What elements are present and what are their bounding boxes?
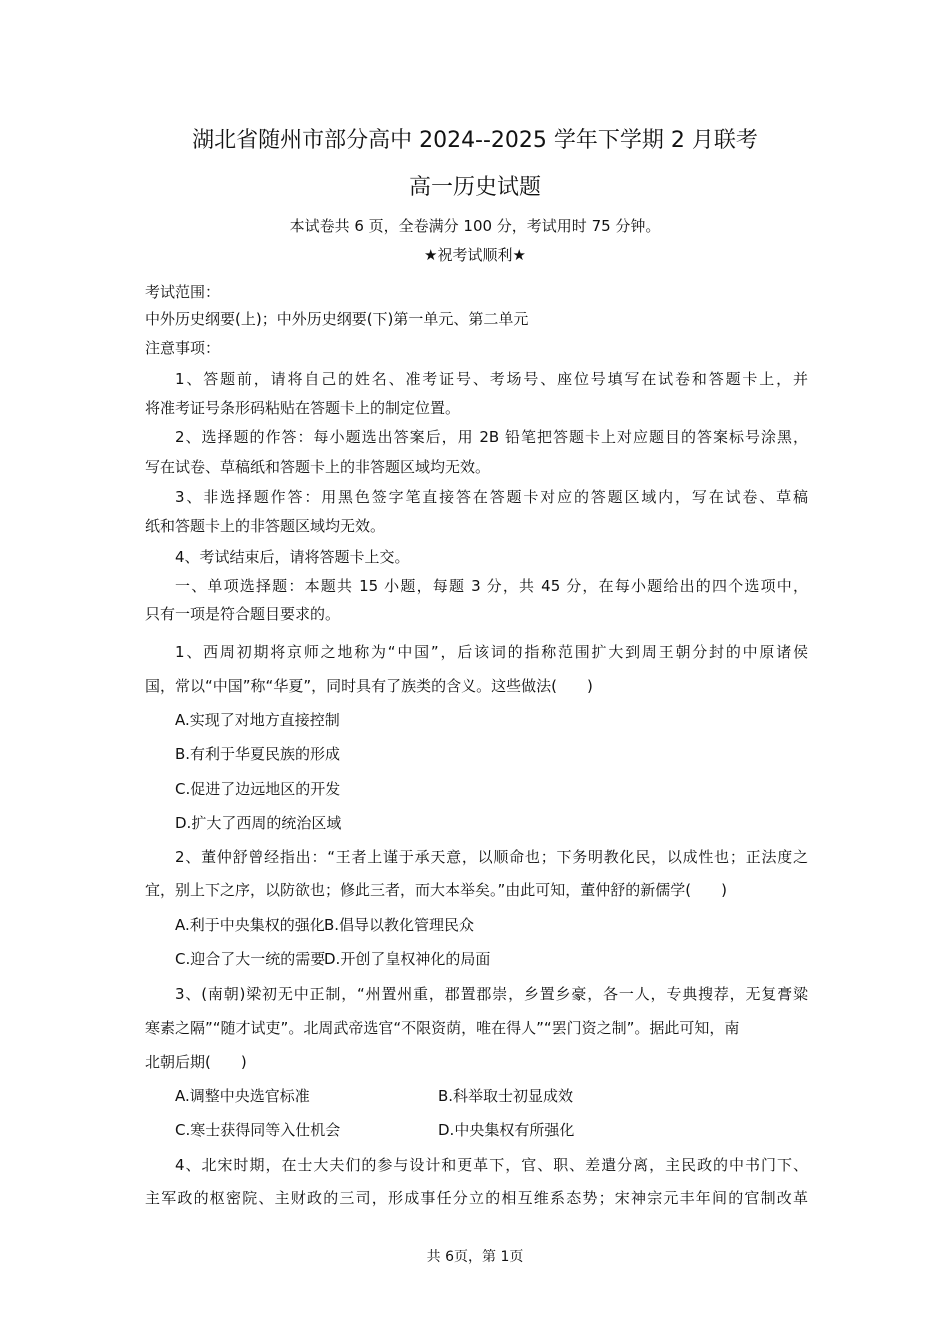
q1-option-a: A.实现了对地方直接控制 — [175, 711, 340, 729]
note-3-line-1: 3、非选择题作答：用黑色签字笔直接答在答题卡对应的答题区域内，写在试卷、草稿 — [175, 488, 808, 506]
note-3-line-2: 纸和答题卡上的非答题区域均无效。 — [145, 517, 386, 535]
page-footer: 共 6页，第 1页 — [426, 1249, 524, 1265]
blessing: ★祝考试顺利★ — [424, 246, 526, 264]
scope-label: 考试范围： — [145, 283, 221, 301]
section-heading-line-2: 只有一项是符合题目要求的。 — [145, 605, 341, 623]
q3-stem-line-3: 北朝后期( ) — [145, 1053, 247, 1071]
q1-stem-line-2: 国，常以“中国”称“华夏”，同时具有了族类的含义。这些做法( ) — [145, 677, 593, 695]
q2-option-a: A.利于中央集权的强化 — [175, 916, 325, 934]
note-1-line-2: 将准考证号条形码粘贴在答题卡上的制定位置。 — [145, 399, 461, 417]
exam-info: 本试卷共 6 页，全卷满分 100 分，考试用时 75 分钟。 — [289, 217, 661, 235]
q3-option-d: D.中央集权有所强化 — [438, 1121, 575, 1139]
q1-option-b: B.有利于华夏民族的形成 — [175, 745, 341, 763]
exam-title: 湖北省随州市部分高中 2024--2025 学年下学期 2 月联考 — [192, 128, 758, 153]
scope-content: 中外历史纲要(上)；中外历史纲要(下)第一单元、第二单元 — [145, 310, 529, 328]
q3-stem-line-1: 3、(南朝)梁初无中正制，“州置州重，郡置郡崇，乡置乡豪，各一人，专典搜荐，无复膏粱 — [175, 985, 808, 1003]
q3-stem-line-2: 寒素之隔”“随才试吏”。北周武帝选官“不限资荫，唯在得人”“罢门资之制”。据此可知，南 — [145, 1019, 740, 1037]
q1-option-d: D.扩大了西周的统治区域 — [175, 814, 342, 832]
q3-option-c: C.寒士获得同等入仕机会 — [175, 1121, 341, 1139]
note-4: 4、考试结束后，请将答题卡上交。 — [175, 548, 410, 566]
note-2-line-1: 2、选择题的作答：每小题选出答案后，用 2B 铅笔把答题卡上对应题目的答案标号涂黑， — [175, 428, 808, 446]
q2-option-c: C.迎合了大一统的需要 — [175, 950, 326, 968]
note-1-line-1: 1、答题前，请将自己的姓名、准考证号、考场号、座位号填写在试卷和答题卡上，并 — [175, 370, 808, 388]
note-2-line-2: 写在试卷、草稿纸和答题卡上的非答题区域均无效。 — [145, 458, 491, 476]
q2-stem-line-2: 宜，别上下之序，以防欲也；修此三者，而大本举矣。”由此可知，董仲舒的新儒学( ) — [145, 881, 727, 899]
q2-option-b: B.倡导以教化管理民众 — [324, 916, 475, 934]
q3-option-a: A.调整中央选官标准 — [175, 1087, 310, 1105]
q1-option-c: C.促进了边远地区的开发 — [175, 780, 341, 798]
section-heading-line-1: 一、单项选择题：本题共 15 小题，每题 3 分，共 45 分，在每小题给出的四个选项中， — [175, 577, 808, 595]
q2-option-d: D.开创了皇权神化的局面 — [324, 950, 491, 968]
q4-stem-line-2: 主军政的枢密院、主财政的三司，形成事任分立的相互维系态势；宋神宗元丰年间的官制改革 — [145, 1189, 808, 1207]
exam-subtitle: 高一历史试题 — [408, 175, 541, 200]
notes-label: 注意事项： — [145, 339, 221, 357]
q4-stem-line-1: 4、北宋时期，在士大夫们的参与设计和更革下，官、职、差遣分离，主民政的中书门下、 — [175, 1156, 808, 1174]
q1-stem-line-1: 1、西周初期将京师之地称为“中国”，后该词的指称范围扩大到周王朝分封的中原诸侯 — [175, 643, 808, 661]
q2-stem-line-1: 2、董仲舒曾经指出：“王者上谨于承天意，以顺命也；下务明教化民，以成性也；正法度之 — [175, 848, 808, 866]
q3-option-b: B.科举取士初显成效 — [438, 1087, 574, 1105]
